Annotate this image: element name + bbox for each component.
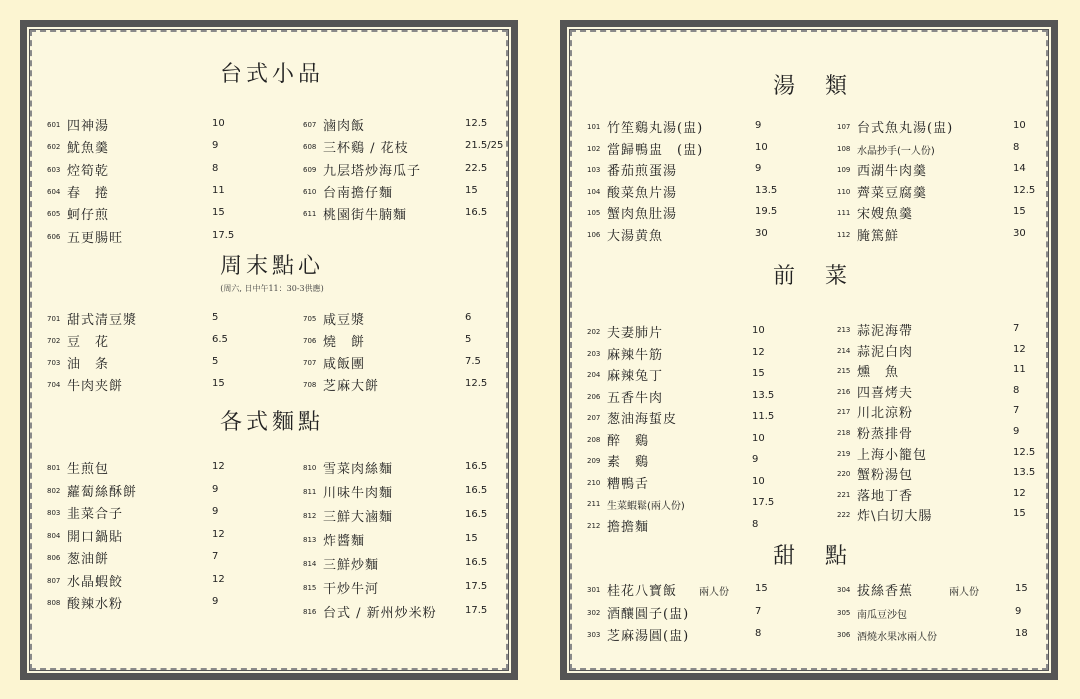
item-code: 601 [47,121,61,129]
item-price: 17.5 [465,581,488,592]
item-name: 酒燒水果冰兩人份 [857,632,937,643]
menu-item-702 [47,331,252,351]
menu-item-812 [303,506,505,526]
item-name: 番茄煎蛋湯 [607,164,678,179]
menu-item-211 [587,494,792,514]
menu-item-217 [837,402,1053,422]
item-code: 216 [837,388,851,396]
item-name: 蒜泥白肉 [857,345,914,360]
item-name: 甜式清豆漿 [67,313,138,328]
menu-item-215 [837,361,1053,381]
item-price: 8 [212,163,219,174]
item-price: 13.5 [752,390,775,401]
menu-item-608 [303,137,505,157]
item-code: 304 [837,586,851,594]
item-name: 燻 魚 [857,365,900,380]
item-name: 醉 鷄 [607,434,650,449]
item-price: 7.5 [465,356,481,367]
item-name: 酸菜魚片湯 [607,186,678,201]
menu-item-102 [587,139,795,159]
item-price: 9 [752,454,759,465]
menu-item-816 [303,602,505,622]
menu-item-801 [47,458,252,478]
item-name: 酒釀圓子(盅) [607,607,690,622]
menu-item-808 [47,593,252,613]
item-name: 蟹粉湯包 [857,468,914,483]
item-name: 九层塔炒海瓜子 [323,164,422,179]
menu-item-807 [47,571,252,591]
item-price: 8 [1013,142,1020,153]
item-price: 9 [755,163,762,174]
item-name: 魷魚羹 [67,141,110,156]
item-code: 812 [303,512,317,520]
menu-page-left [20,20,518,680]
item-code: 102 [587,145,601,153]
item-price: 9 [212,140,219,151]
item-name: 麻辣牛筋 [607,348,664,363]
item-price: 7 [1013,323,1020,334]
item-code: 707 [303,359,317,367]
menu-item-219 [837,444,1053,464]
item-code: 603 [47,166,61,174]
item-code: 219 [837,450,851,458]
item-code: 609 [303,166,317,174]
item-name: 南瓜豆沙包 [857,610,907,621]
menu-item-804 [47,526,252,546]
item-price: 16.5 [465,461,488,472]
item-code: 611 [303,210,317,218]
item-code: 214 [837,347,851,355]
menu-item-304 [837,580,1055,600]
menu-item-813 [303,530,505,550]
item-name: 西湖牛肉羹 [857,164,928,179]
item-price: 17.5 [465,605,488,616]
item-price: 16.5 [465,485,488,496]
item-name: 三鮮炒麵 [323,558,380,573]
item-code: 106 [587,231,601,239]
item-code: 605 [47,210,61,218]
menu-item-815 [303,578,505,598]
item-price: 30 [755,228,768,239]
menu-item-107 [837,117,1053,137]
item-price: 30 [1013,228,1026,239]
section-title-taishi: 台式小品 [219,62,324,87]
item-code: 208 [587,436,601,444]
item-code: 110 [837,188,851,196]
section-title-soup: 湯 類 [772,74,851,99]
item-code: 103 [587,166,601,174]
menu-item-101 [587,117,795,137]
item-price: 10 [212,118,225,129]
item-code: 303 [587,631,601,639]
item-price: 12 [752,347,765,358]
item-name: 葱油海蜇皮 [607,412,678,427]
menu-item-203 [587,344,792,364]
item-name: 韭菜合子 [67,507,124,522]
menu-item-208 [587,430,792,450]
item-name: 四神湯 [67,119,110,134]
menu-item-703 [47,353,252,373]
item-price: 12.5 [465,378,488,389]
item-name: 春 捲 [67,186,110,201]
item-price: 12 [212,574,225,585]
item-price: 18 [1015,628,1028,639]
menu-item-306 [837,625,1055,645]
item-price: 12.5 [465,118,488,129]
item-name: 生菜蝦鬆(兩人份) [607,501,685,512]
menu-item-213 [837,320,1053,340]
item-code: 211 [587,500,601,508]
menu-item-602 [47,137,252,157]
item-code: 803 [47,509,61,517]
item-price: 10 [752,325,765,336]
item-code: 813 [303,536,317,544]
item-name: 芝麻大餅 [323,379,380,394]
item-name: 宋嫂魚羹 [857,207,914,222]
menu-item-704 [47,375,252,395]
item-code: 811 [303,488,317,496]
item-portion-note: 兩人份 [699,587,729,598]
menu-item-607 [303,115,505,135]
item-name: 台式魚丸湯(盅) [857,121,954,136]
item-name: 生煎包 [67,462,110,477]
item-code: 301 [587,586,601,594]
item-price: 12.5 [1013,447,1036,458]
item-code: 105 [587,209,601,217]
item-price: 10 [755,142,768,153]
item-code: 702 [47,337,61,345]
item-code: 212 [587,522,601,530]
item-name: 豆 花 [67,335,110,350]
menu-item-701 [47,309,252,329]
item-code: 222 [837,511,851,519]
item-code: 802 [47,487,61,495]
item-price: 10 [752,476,765,487]
menu-item-707 [303,353,505,373]
item-price: 12 [212,529,225,540]
item-name: 竹笙鷄丸湯(盅) [607,121,704,136]
menu-item-222 [837,505,1053,525]
item-price: 9 [212,506,219,517]
item-name: 桃園街牛腩麵 [323,208,408,223]
item-code: 221 [837,491,851,499]
item-name: 川味牛肉麵 [323,486,394,501]
weekend-note: (周六, 日中午11：30-3供應) [220,284,324,293]
menu-item-708 [303,375,505,395]
menu-item-810 [303,458,505,478]
item-portion-note: 兩人份 [949,587,979,598]
menu-item-221 [837,485,1053,505]
menu-item-611 [303,204,505,224]
item-price: 15 [1013,508,1026,519]
item-name: 粉蒸排骨 [857,427,914,442]
item-code: 608 [303,143,317,151]
menu-item-814 [303,554,505,574]
item-price: 15 [752,368,765,379]
item-code: 706 [303,337,317,345]
item-price: 9 [212,596,219,607]
section-title-appetizer: 前 菜 [772,264,851,289]
item-code: 112 [837,231,851,239]
item-price: 12 [1013,344,1026,355]
menu-item-303 [587,625,795,645]
menu-item-603 [47,160,252,180]
item-price: 7 [1013,405,1020,416]
item-code: 810 [303,464,317,472]
menu-item-803 [47,503,252,523]
item-name: 焢筍乾 [67,164,110,179]
item-price: 8 [755,628,762,639]
item-name: 油 条 [67,357,110,372]
menu-item-301 [587,580,795,600]
item-price: 15 [212,207,225,218]
item-code: 806 [47,554,61,562]
menu-item-601 [47,115,252,135]
item-price: 9 [1015,606,1022,617]
menu-item-705 [303,309,505,329]
item-name: 夫妻肺片 [607,326,664,341]
item-name: 台南擔仔麵 [323,186,394,201]
item-code: 217 [837,408,851,416]
menu-page-right [560,20,1058,680]
item-name: 糟鴨舌 [607,477,650,492]
item-price: 13.5 [1013,467,1036,478]
item-price: 5 [212,312,219,323]
item-name: 落地丁香 [857,489,914,504]
menu-item-112 [837,225,1053,245]
item-name: 水晶抄手(一人份) [857,146,935,157]
item-name: 麻辣兔丁 [607,369,664,384]
menu-item-220 [837,464,1053,484]
item-code: 704 [47,381,61,389]
item-price: 6 [465,312,472,323]
menu-item-209 [587,451,792,471]
item-price: 9 [1013,426,1020,437]
item-price: 9 [755,120,762,131]
menu-item-204 [587,365,792,385]
item-name: 咸飯團 [323,357,366,372]
item-code: 807 [47,577,61,585]
item-name: 水晶蝦餃 [67,575,124,590]
item-name: 大湯黄魚 [607,229,664,244]
item-price: 6.5 [212,334,228,345]
item-price: 19.5 [755,206,778,217]
menu-item-212 [587,516,792,536]
item-name: 牛肉夹餅 [67,379,124,394]
item-name: 滷肉飯 [323,119,366,134]
item-price: 10 [1013,120,1026,131]
item-code: 604 [47,188,61,196]
menu-item-811 [303,482,505,502]
menu-item-302 [587,603,795,623]
menu-item-106 [587,225,795,245]
menu-item-210 [587,473,792,493]
item-name: 三鮮大滷麵 [323,510,394,525]
item-name: 擔擔麵 [607,520,650,535]
item-name: 四喜烤夫 [857,386,914,401]
item-price: 15 [755,583,768,594]
item-name: 桂花八寶飯 [607,584,678,599]
section-title-noodles: 各式麵點 [219,410,324,435]
item-name: 開口鍋貼 [67,530,124,545]
item-code: 203 [587,350,601,358]
menu-item-216 [837,382,1053,402]
item-code: 220 [837,470,851,478]
item-price: 21.5/25 [465,140,504,151]
section-title-dessert: 甜 點 [772,544,851,569]
item-code: 703 [47,359,61,367]
menu-item-110 [837,182,1053,202]
menu-item-109 [837,160,1053,180]
item-code: 814 [303,560,317,568]
item-code: 218 [837,429,851,437]
item-name: 炸\白切大腸 [857,509,933,524]
item-name: 蒜泥海帶 [857,324,914,339]
item-name: 素 鷄 [607,455,650,470]
item-name: 三杯鷄 / 花枝 [323,141,409,156]
item-code: 202 [587,328,601,336]
item-name: 葱油餅 [67,552,110,567]
menu-item-108 [837,139,1053,159]
item-code: 107 [837,123,851,131]
item-code: 305 [837,609,851,617]
item-code: 815 [303,584,317,592]
menu-item-802 [47,481,252,501]
menu-item-606 [47,227,252,247]
item-price: 17.5 [752,497,775,508]
item-name: 五更腸旺 [67,231,124,246]
item-price: 7 [755,606,762,617]
item-code: 108 [837,145,851,153]
menu-item-111 [837,203,1053,223]
item-name: 炸醬麵 [323,534,366,549]
menu-item-706 [303,331,505,351]
item-price: 9 [212,484,219,495]
item-code: 701 [47,315,61,323]
menu-item-214 [837,341,1053,361]
item-name: 台式 / 新州炒米粉 [323,606,437,621]
item-code: 210 [587,479,601,487]
item-name: 芝麻湯圓(盅) [607,629,690,644]
item-code: 705 [303,315,317,323]
item-price: 15 [465,185,478,196]
menu-item-202 [587,322,792,342]
menu-item-218 [837,423,1053,443]
item-price: 16.5 [465,557,488,568]
item-code: 804 [47,532,61,540]
item-code: 606 [47,233,61,241]
item-name: 燒 餅 [323,335,366,350]
item-code: 607 [303,121,317,129]
item-code: 306 [837,631,851,639]
menu-item-305 [837,603,1055,623]
menu-item-604 [47,182,252,202]
item-code: 213 [837,326,851,334]
item-price: 22.5 [465,163,488,174]
item-name: 薺菜豆腐羹 [857,186,928,201]
item-name: 當歸鴨盅 (盅) [607,143,704,158]
section-title-weekend: 周末點心 [219,254,324,279]
item-price: 13.5 [755,185,778,196]
item-name: 雪菜肉絲麵 [323,462,394,477]
item-price: 10 [752,433,765,444]
item-code: 708 [303,381,317,389]
item-price: 8 [752,519,759,530]
menu-item-605 [47,204,252,224]
item-price: 11 [1013,364,1026,375]
item-name: 腌篤鮮 [857,229,900,244]
item-code: 207 [587,414,601,422]
item-name: 上海小籠包 [857,448,928,463]
item-price: 11 [212,185,225,196]
item-code: 302 [587,609,601,617]
item-price: 16.5 [465,207,488,218]
item-price: 5 [465,334,472,345]
item-code: 206 [587,393,601,401]
item-code: 104 [587,188,601,196]
item-name: 酸辣水粉 [67,597,124,612]
item-price: 8 [1013,385,1020,396]
item-name: 川北涼粉 [857,406,914,421]
item-price: 11.5 [752,411,775,422]
item-code: 610 [303,188,317,196]
item-price: 17.5 [212,230,235,241]
item-code: 111 [837,209,851,217]
item-code: 101 [587,123,601,131]
menu-item-610 [303,182,505,202]
item-code: 209 [587,457,601,465]
item-name: 蘿蔔絲酥餅 [67,485,138,500]
item-price: 15 [212,378,225,389]
item-price: 14 [1013,163,1026,174]
item-code: 204 [587,371,601,379]
item-name: 咸豆漿 [323,313,366,328]
item-price: 15 [1013,206,1026,217]
item-name: 干炒牛河 [323,582,380,597]
item-code: 801 [47,464,61,472]
item-price: 12.5 [1013,185,1036,196]
item-price: 5 [212,356,219,367]
menu-item-806 [47,548,252,568]
menu-item-609 [303,160,505,180]
item-price: 15 [1015,583,1028,594]
item-price: 12 [212,461,225,472]
item-code: 215 [837,367,851,375]
menu-item-105 [587,203,795,223]
item-name: 五香牛肉 [607,391,664,406]
item-code: 602 [47,143,61,151]
item-code: 816 [303,608,317,616]
item-code: 808 [47,599,61,607]
item-name: 蟹肉魚肚湯 [607,207,678,222]
item-price: 16.5 [465,509,488,520]
item-name: 拔絲香蕉 [857,584,914,599]
item-price: 15 [465,533,478,544]
item-code: 109 [837,166,851,174]
menu-item-207 [587,408,792,428]
item-price: 7 [212,551,219,562]
item-price: 12 [1013,488,1026,499]
item-name: 蚵仔煎 [67,208,110,223]
menu-item-103 [587,160,795,180]
menu-item-206 [587,387,792,407]
menu-item-104 [587,182,795,202]
